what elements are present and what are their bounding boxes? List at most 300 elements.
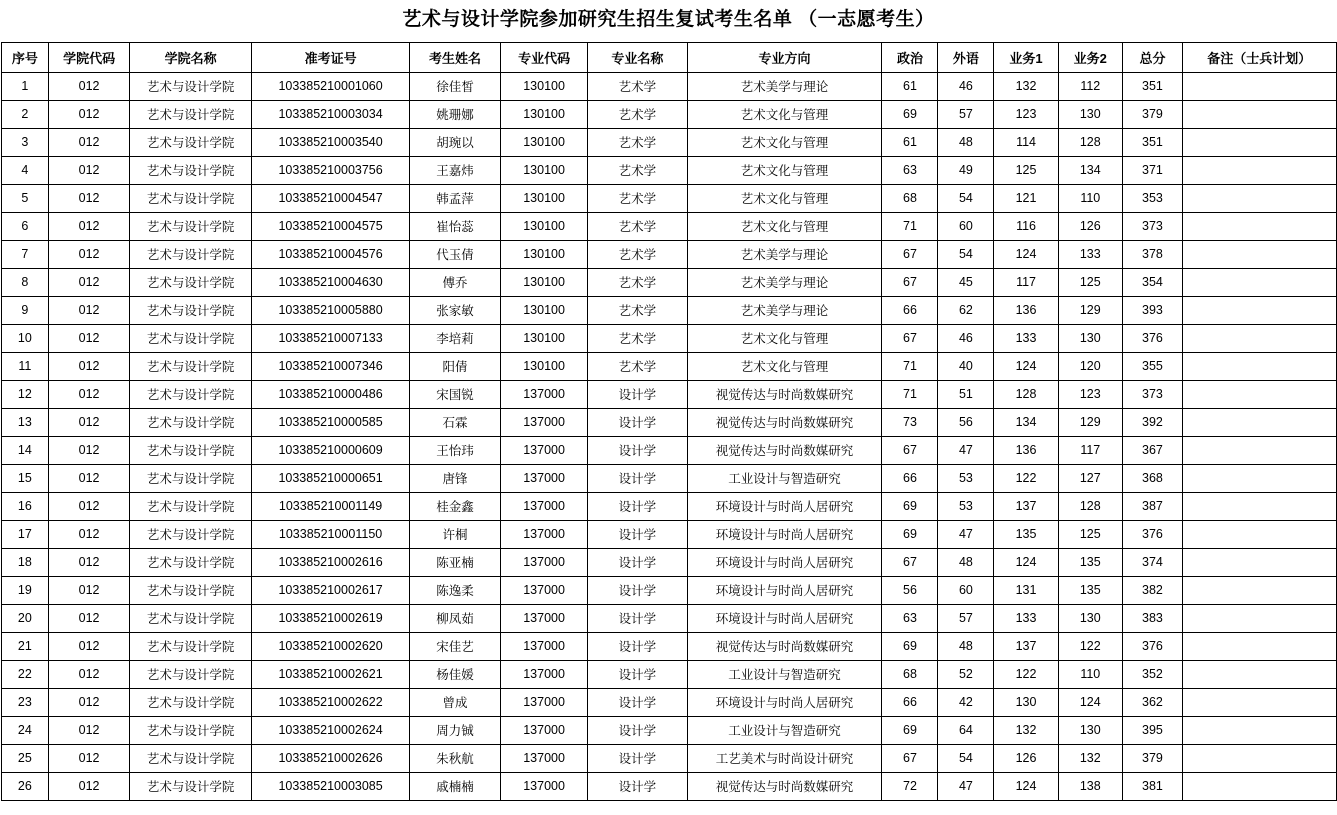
cell-major-direction: 艺术文化与管理 [687, 324, 882, 352]
cell-major-name: 设计学 [588, 744, 688, 772]
column-header-college-name: 学院名称 [130, 42, 252, 72]
cell-major-name: 设计学 [588, 688, 688, 716]
cell-major-name: 设计学 [588, 716, 688, 744]
cell-major-direction: 工业设计与智造研究 [687, 660, 882, 688]
cell-remark [1183, 408, 1336, 436]
cell-college-code: 012 [49, 352, 130, 380]
cell-major-code: 137000 [501, 492, 588, 520]
cell-index: 17 [1, 520, 49, 548]
cell-subject-2: 130 [1058, 324, 1122, 352]
cell-foreign-language: 40 [938, 352, 994, 380]
cell-major-code: 137000 [501, 660, 588, 688]
table-header [1, 42, 1336, 72]
cell-politics: 69 [882, 520, 938, 548]
column-header-major-code: 专业代码 [501, 42, 588, 72]
cell-college-code: 012 [49, 492, 130, 520]
cell-major-name: 艺术学 [588, 240, 688, 268]
cell-candidate-name: 韩孟萍 [409, 184, 500, 212]
cell-foreign-language: 56 [938, 408, 994, 436]
cell-total-score: 382 [1122, 576, 1182, 604]
cell-ticket-number: 103385210004630 [252, 268, 410, 296]
cell-college-code: 012 [49, 324, 130, 352]
cell-college-name: 艺术与设计学院 [130, 716, 252, 744]
cell-major-direction: 环境设计与时尚人居研究 [687, 492, 882, 520]
cell-index: 22 [1, 660, 49, 688]
cell-politics: 69 [882, 632, 938, 660]
cell-remark [1183, 212, 1336, 240]
cell-college-code: 012 [49, 548, 130, 576]
cell-foreign-language: 47 [938, 436, 994, 464]
table-row [1, 436, 1336, 464]
cell-subject-1: 130 [994, 688, 1058, 716]
cell-foreign-language: 53 [938, 464, 994, 492]
cell-remark [1183, 156, 1336, 184]
cell-index: 7 [1, 240, 49, 268]
cell-major-direction: 艺术美学与理论 [687, 72, 882, 100]
cell-index: 13 [1, 408, 49, 436]
cell-subject-2: 130 [1058, 100, 1122, 128]
table-row [1, 268, 1336, 296]
table-row [1, 744, 1336, 772]
cell-index: 16 [1, 492, 49, 520]
cell-subject-1: 124 [994, 548, 1058, 576]
cell-candidate-name: 杨佳媛 [409, 660, 500, 688]
cell-politics: 66 [882, 688, 938, 716]
cell-index: 11 [1, 352, 49, 380]
cell-major-direction: 艺术文化与管理 [687, 212, 882, 240]
cell-candidate-name: 周力铖 [409, 716, 500, 744]
cell-politics: 68 [882, 184, 938, 212]
cell-college-code: 012 [49, 576, 130, 604]
cell-candidate-name: 陈逸柔 [409, 576, 500, 604]
cell-remark [1183, 296, 1336, 324]
cell-college-code: 012 [49, 296, 130, 324]
cell-major-direction: 环境设计与时尚人居研究 [687, 688, 882, 716]
cell-college-name: 艺术与设计学院 [130, 464, 252, 492]
cell-major-code: 130100 [501, 156, 588, 184]
cell-college-name: 艺术与设计学院 [130, 576, 252, 604]
cell-major-code: 137000 [501, 576, 588, 604]
cell-candidate-name: 王嘉炜 [409, 156, 500, 184]
cell-foreign-language: 46 [938, 324, 994, 352]
table-row [1, 408, 1336, 436]
cell-politics: 69 [882, 492, 938, 520]
cell-major-code: 130100 [501, 324, 588, 352]
cell-candidate-name: 王怡玮 [409, 436, 500, 464]
cell-college-name: 艺术与设计学院 [130, 520, 252, 548]
cell-total-score: 373 [1122, 212, 1182, 240]
cell-college-name: 艺术与设计学院 [130, 548, 252, 576]
cell-candidate-name: 许桐 [409, 520, 500, 548]
cell-subject-1: 133 [994, 324, 1058, 352]
cell-college-code: 012 [49, 632, 130, 660]
table-row [1, 100, 1336, 128]
cell-subject-2: 132 [1058, 744, 1122, 772]
cell-remark [1183, 520, 1336, 548]
cell-subject-2: 126 [1058, 212, 1122, 240]
cell-major-direction: 视觉传达与时尚数媒研究 [687, 380, 882, 408]
cell-foreign-language: 60 [938, 576, 994, 604]
cell-major-name: 设计学 [588, 436, 688, 464]
cell-ticket-number: 103385210002621 [252, 660, 410, 688]
cell-candidate-name: 唐锋 [409, 464, 500, 492]
cell-college-name: 艺术与设计学院 [130, 240, 252, 268]
cell-candidate-name: 傅乔 [409, 268, 500, 296]
cell-politics: 67 [882, 324, 938, 352]
cell-ticket-number: 103385210003540 [252, 128, 410, 156]
cell-subject-1: 124 [994, 772, 1058, 800]
table-row [1, 296, 1336, 324]
table-row [1, 548, 1336, 576]
cell-index: 2 [1, 100, 49, 128]
cell-major-direction: 工艺美术与时尚设计研究 [687, 744, 882, 772]
cell-college-code: 012 [49, 408, 130, 436]
cell-index: 19 [1, 576, 49, 604]
cell-major-name: 设计学 [588, 548, 688, 576]
cell-major-name: 设计学 [588, 604, 688, 632]
cell-candidate-name: 阳倩 [409, 352, 500, 380]
cell-total-score: 379 [1122, 100, 1182, 128]
cell-major-direction: 环境设计与时尚人居研究 [687, 520, 882, 548]
cell-foreign-language: 47 [938, 772, 994, 800]
cell-major-direction: 环境设计与时尚人居研究 [687, 604, 882, 632]
cell-total-score: 381 [1122, 772, 1182, 800]
cell-major-name: 艺术学 [588, 296, 688, 324]
table-header-row [1, 42, 1336, 72]
cell-remark [1183, 632, 1336, 660]
cell-subject-1: 124 [994, 352, 1058, 380]
cell-remark [1183, 716, 1336, 744]
cell-college-code: 012 [49, 688, 130, 716]
cell-major-code: 137000 [501, 716, 588, 744]
cell-foreign-language: 57 [938, 604, 994, 632]
cell-index: 23 [1, 688, 49, 716]
cell-subject-1: 122 [994, 464, 1058, 492]
column-header-college-code: 学院代码 [49, 42, 130, 72]
cell-college-name: 艺术与设计学院 [130, 408, 252, 436]
cell-college-name: 艺术与设计学院 [130, 492, 252, 520]
cell-major-code: 130100 [501, 100, 588, 128]
cell-foreign-language: 62 [938, 296, 994, 324]
cell-index: 26 [1, 772, 49, 800]
cell-remark [1183, 772, 1336, 800]
cell-ticket-number: 103385210002620 [252, 632, 410, 660]
cell-college-code: 012 [49, 464, 130, 492]
cell-total-score: 378 [1122, 240, 1182, 268]
cell-subject-1: 122 [994, 660, 1058, 688]
cell-college-name: 艺术与设计学院 [130, 772, 252, 800]
cell-total-score: 371 [1122, 156, 1182, 184]
table-row [1, 492, 1336, 520]
table-row [1, 464, 1336, 492]
cell-college-code: 012 [49, 744, 130, 772]
column-header-subject-1: 业务1 [994, 42, 1058, 72]
table-row [1, 576, 1336, 604]
table-row [1, 520, 1336, 548]
cell-college-name: 艺术与设计学院 [130, 156, 252, 184]
cell-ticket-number: 103385210000585 [252, 408, 410, 436]
cell-major-code: 137000 [501, 464, 588, 492]
cell-remark [1183, 100, 1336, 128]
cell-total-score: 368 [1122, 464, 1182, 492]
column-header-index: 序号 [1, 42, 49, 72]
table-row [1, 156, 1336, 184]
cell-ticket-number: 103385210003034 [252, 100, 410, 128]
cell-subject-2: 110 [1058, 184, 1122, 212]
cell-foreign-language: 64 [938, 716, 994, 744]
cell-major-code: 130100 [501, 72, 588, 100]
cell-major-direction: 艺术文化与管理 [687, 156, 882, 184]
cell-ticket-number: 103385210001149 [252, 492, 410, 520]
cell-major-code: 137000 [501, 548, 588, 576]
cell-major-name: 艺术学 [588, 352, 688, 380]
table-row [1, 688, 1336, 716]
cell-major-direction: 艺术文化与管理 [687, 352, 882, 380]
cell-college-name: 艺术与设计学院 [130, 184, 252, 212]
cell-foreign-language: 48 [938, 548, 994, 576]
cell-college-code: 012 [49, 100, 130, 128]
cell-ticket-number: 103385210002616 [252, 548, 410, 576]
cell-college-name: 艺术与设计学院 [130, 380, 252, 408]
cell-total-score: 355 [1122, 352, 1182, 380]
cell-subject-1: 114 [994, 128, 1058, 156]
cell-candidate-name: 徐佳皙 [409, 72, 500, 100]
cell-major-code: 137000 [501, 436, 588, 464]
cell-subject-1: 116 [994, 212, 1058, 240]
cell-politics: 68 [882, 660, 938, 688]
cell-subject-2: 130 [1058, 604, 1122, 632]
cell-major-code: 137000 [501, 772, 588, 800]
cell-remark [1183, 128, 1336, 156]
cell-college-name: 艺术与设计学院 [130, 212, 252, 240]
cell-remark [1183, 380, 1336, 408]
cell-ticket-number: 103385210007133 [252, 324, 410, 352]
cell-politics: 71 [882, 212, 938, 240]
cell-college-name: 艺术与设计学院 [130, 100, 252, 128]
cell-ticket-number: 103385210003085 [252, 772, 410, 800]
cell-politics: 61 [882, 128, 938, 156]
cell-major-name: 设计学 [588, 408, 688, 436]
cell-major-code: 137000 [501, 744, 588, 772]
cell-politics: 63 [882, 604, 938, 632]
cell-subject-1: 133 [994, 604, 1058, 632]
cell-candidate-name: 李培莉 [409, 324, 500, 352]
cell-remark [1183, 576, 1336, 604]
cell-ticket-number: 103385210001150 [252, 520, 410, 548]
cell-foreign-language: 47 [938, 520, 994, 548]
column-header-candidate-name: 考生姓名 [409, 42, 500, 72]
cell-total-score: 367 [1122, 436, 1182, 464]
cell-foreign-language: 49 [938, 156, 994, 184]
cell-major-direction: 艺术文化与管理 [687, 128, 882, 156]
cell-index: 8 [1, 268, 49, 296]
cell-remark [1183, 688, 1336, 716]
cell-remark [1183, 436, 1336, 464]
cell-subject-1: 125 [994, 156, 1058, 184]
cell-total-score: 395 [1122, 716, 1182, 744]
cell-politics: 71 [882, 352, 938, 380]
cell-subject-1: 131 [994, 576, 1058, 604]
cell-remark [1183, 324, 1336, 352]
column-header-ticket-number: 准考证号 [252, 42, 410, 72]
cell-remark [1183, 548, 1336, 576]
cell-index: 9 [1, 296, 49, 324]
cell-college-code: 012 [49, 436, 130, 464]
cell-foreign-language: 48 [938, 632, 994, 660]
cell-foreign-language: 54 [938, 184, 994, 212]
cell-college-name: 艺术与设计学院 [130, 660, 252, 688]
cell-subject-2: 122 [1058, 632, 1122, 660]
cell-college-code: 012 [49, 212, 130, 240]
cell-ticket-number: 103385210003756 [252, 156, 410, 184]
cell-total-score: 351 [1122, 128, 1182, 156]
cell-major-name: 设计学 [588, 632, 688, 660]
cell-ticket-number: 103385210004547 [252, 184, 410, 212]
table-row [1, 72, 1336, 100]
column-header-politics: 政治 [882, 42, 938, 72]
cell-total-score: 383 [1122, 604, 1182, 632]
cell-college-name: 艺术与设计学院 [130, 352, 252, 380]
column-header-total-score: 总分 [1122, 42, 1182, 72]
cell-politics: 66 [882, 464, 938, 492]
cell-major-direction: 工业设计与智造研究 [687, 464, 882, 492]
cell-index: 14 [1, 436, 49, 464]
column-header-major-name: 专业名称 [588, 42, 688, 72]
cell-total-score: 393 [1122, 296, 1182, 324]
cell-subject-1: 134 [994, 408, 1058, 436]
cell-major-code: 137000 [501, 688, 588, 716]
cell-foreign-language: 57 [938, 100, 994, 128]
cell-major-code: 130100 [501, 296, 588, 324]
cell-subject-1: 132 [994, 716, 1058, 744]
cell-politics: 63 [882, 156, 938, 184]
cell-index: 4 [1, 156, 49, 184]
cell-subject-1: 137 [994, 632, 1058, 660]
cell-subject-2: 120 [1058, 352, 1122, 380]
cell-candidate-name: 陈亚楠 [409, 548, 500, 576]
column-header-subject-2: 业务2 [1058, 42, 1122, 72]
cell-candidate-name: 桂金鑫 [409, 492, 500, 520]
cell-politics: 56 [882, 576, 938, 604]
cell-politics: 67 [882, 744, 938, 772]
cell-college-code: 012 [49, 660, 130, 688]
cell-remark [1183, 492, 1336, 520]
cell-major-name: 艺术学 [588, 100, 688, 128]
table-row [1, 128, 1336, 156]
cell-subject-1: 123 [994, 100, 1058, 128]
cell-subject-2: 128 [1058, 492, 1122, 520]
cell-college-code: 012 [49, 72, 130, 100]
cell-index: 3 [1, 128, 49, 156]
cell-index: 12 [1, 380, 49, 408]
cell-politics: 69 [882, 716, 938, 744]
cell-major-direction: 艺术美学与理论 [687, 296, 882, 324]
cell-subject-2: 135 [1058, 548, 1122, 576]
cell-major-name: 艺术学 [588, 128, 688, 156]
cell-candidate-name: 宋佳艺 [409, 632, 500, 660]
cell-subject-2: 138 [1058, 772, 1122, 800]
cell-candidate-name: 张家敏 [409, 296, 500, 324]
cell-total-score: 353 [1122, 184, 1182, 212]
cell-college-code: 012 [49, 184, 130, 212]
cell-college-code: 012 [49, 520, 130, 548]
cell-major-name: 艺术学 [588, 184, 688, 212]
cell-major-code: 130100 [501, 128, 588, 156]
cell-subject-2: 125 [1058, 520, 1122, 548]
cell-remark [1183, 352, 1336, 380]
cell-ticket-number: 103385210002622 [252, 688, 410, 716]
cell-foreign-language: 52 [938, 660, 994, 688]
cell-major-direction: 环境设计与时尚人居研究 [687, 548, 882, 576]
cell-index: 24 [1, 716, 49, 744]
cell-total-score: 374 [1122, 548, 1182, 576]
cell-index: 25 [1, 744, 49, 772]
cell-college-code: 012 [49, 604, 130, 632]
cell-subject-2: 128 [1058, 128, 1122, 156]
cell-remark [1183, 660, 1336, 688]
cell-major-name: 设计学 [588, 464, 688, 492]
cell-remark [1183, 268, 1336, 296]
cell-college-name: 艺术与设计学院 [130, 268, 252, 296]
cell-college-name: 艺术与设计学院 [130, 688, 252, 716]
table-row [1, 212, 1336, 240]
cell-subject-2: 112 [1058, 72, 1122, 100]
cell-politics: 67 [882, 548, 938, 576]
cell-college-code: 012 [49, 772, 130, 800]
cell-college-name: 艺术与设计学院 [130, 296, 252, 324]
cell-subject-1: 136 [994, 436, 1058, 464]
table-row [1, 604, 1336, 632]
cell-subject-2: 125 [1058, 268, 1122, 296]
cell-major-code: 137000 [501, 380, 588, 408]
cell-ticket-number: 103385210001060 [252, 72, 410, 100]
cell-subject-1: 126 [994, 744, 1058, 772]
cell-major-direction: 视觉传达与时尚数媒研究 [687, 632, 882, 660]
cell-candidate-name: 代玉倩 [409, 240, 500, 268]
column-header-remark: 备注（士兵计划） [1183, 42, 1336, 72]
cell-subject-1: 121 [994, 184, 1058, 212]
cell-major-name: 设计学 [588, 772, 688, 800]
cell-subject-2: 129 [1058, 408, 1122, 436]
cell-remark [1183, 184, 1336, 212]
cell-remark [1183, 604, 1336, 632]
cell-subject-1: 137 [994, 492, 1058, 520]
cell-ticket-number: 103385210000486 [252, 380, 410, 408]
cell-ticket-number: 103385210000609 [252, 436, 410, 464]
cell-foreign-language: 54 [938, 744, 994, 772]
cell-ticket-number: 103385210000651 [252, 464, 410, 492]
cell-college-name: 艺术与设计学院 [130, 604, 252, 632]
table-row [1, 380, 1336, 408]
cell-politics: 67 [882, 268, 938, 296]
cell-college-name: 艺术与设计学院 [130, 72, 252, 100]
cell-index: 21 [1, 632, 49, 660]
cell-subject-1: 132 [994, 72, 1058, 100]
cell-subject-2: 110 [1058, 660, 1122, 688]
column-header-foreign-language: 外语 [938, 42, 994, 72]
cell-ticket-number: 103385210004576 [252, 240, 410, 268]
table-row [1, 772, 1336, 800]
cell-candidate-name: 朱秋航 [409, 744, 500, 772]
cell-subject-2: 135 [1058, 576, 1122, 604]
cell-politics: 66 [882, 296, 938, 324]
cell-politics: 69 [882, 100, 938, 128]
cell-subject-1: 124 [994, 240, 1058, 268]
cell-major-direction: 艺术美学与理论 [687, 240, 882, 268]
cell-ticket-number: 103385210002619 [252, 604, 410, 632]
cell-subject-1: 136 [994, 296, 1058, 324]
cell-politics: 72 [882, 772, 938, 800]
